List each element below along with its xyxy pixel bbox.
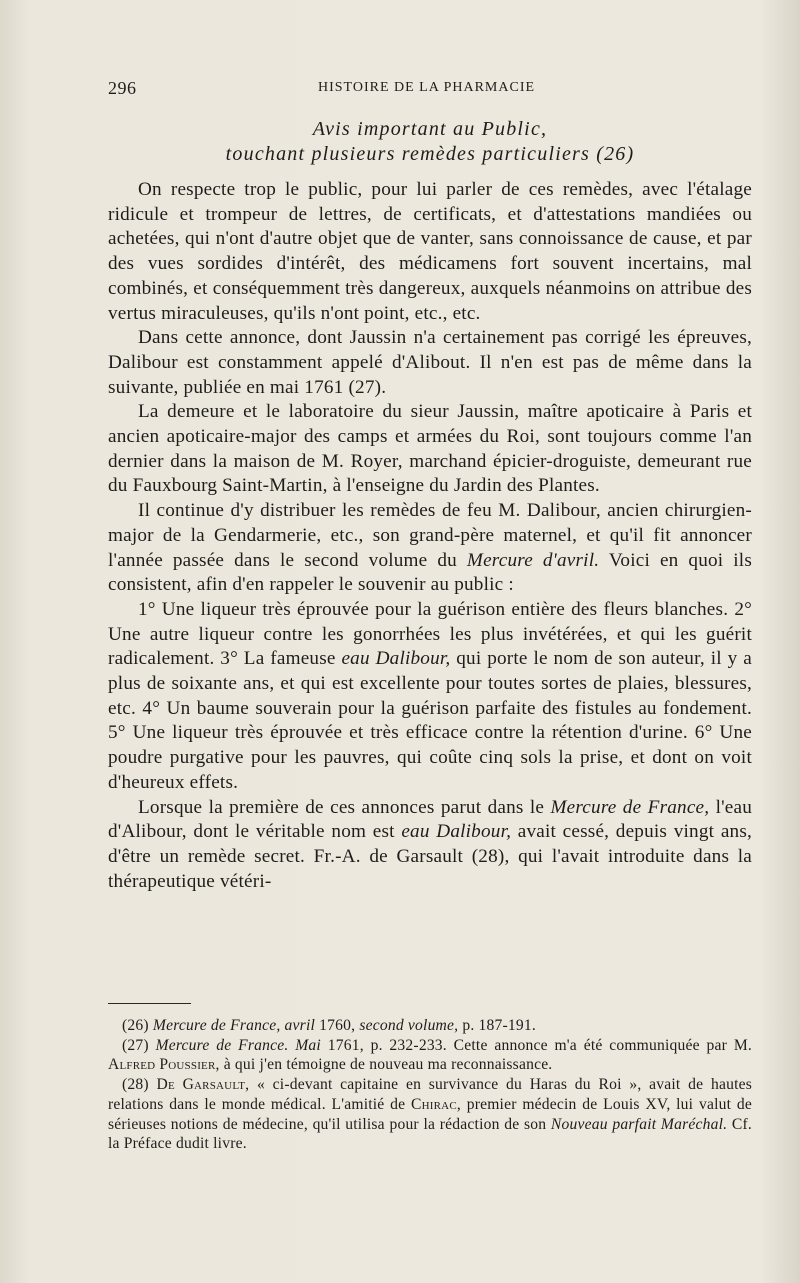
footnote-number: (28) — [122, 1076, 157, 1094]
text-run: 1761, p. 232-233. Cette annonce m'a été communiquée par M. — [320, 1036, 752, 1054]
text-run: 1760, — [315, 1017, 360, 1034]
italic-run: Nouveau parfait Maréchal. — [550, 1115, 728, 1133]
footnote-26 — [108, 1016, 752, 1036]
italic-run: eau Dalibour, — [401, 821, 512, 843]
italic-run: Mercure d'avril. — [466, 549, 600, 571]
text-run: , à qui j'en témoigne de nouveau ma reconnaissance. — [215, 1056, 553, 1074]
text-run: Lorsque la première de ces annonces parut dans le — [138, 796, 551, 818]
page-number: 296 — [108, 78, 137, 98]
italic-run: Mercure de France, — [550, 796, 710, 818]
text-run: 1° Une liqueur très éprouvée pour la guérison entière des fleurs blanches. 2° Une autre liqueur contre les gonorrhées les plus invétérées, et qui les guérit radicalement. 3° La fameuse — [108, 598, 752, 670]
paragraph: Dans cette annonce, dont Jaussin n'a certainement pas corrigé les épreuves, Dalibour est constamment appelé d'Alibout. Il n'en est pas de même dans la suivante, publiée en mai 1761 (27). — [108, 327, 752, 398]
text-run: , premier médecin de Louis XV, lui valut de sérieuses notions de médecine, qu'il utilisa pour la rédaction de son — [108, 1095, 752, 1133]
text-run: qui porte le nom de son auteur, il y a plus de soixante ans, et qui est excellente pour toutes sortes de plaies, blessures, etc. 4° Un baume souverain pour la guérison parfaite des fistules au fondement. 5° Une liqueur très éprouvée et très efficace contre la rétention d'urine. 6° Une poudre purgative pour les pauvres, qui coûte cinq sols la prise, et dont on voit d'heureux effets. — [108, 648, 752, 793]
italic-run: Mercure de France. Mai — [155, 1036, 321, 1054]
section-title-line-2: touchant plusieurs remèdes particuliers (26) — [225, 143, 635, 165]
small-caps-run: De Garsault — [156, 1076, 246, 1094]
paragraph — [108, 499, 752, 598]
paragraph: On respecte trop le public, pour lui parler de ces remèdes, avec l'étalage ridicule et trompeur de lettres, de certificats, et d'attestations mandiées ou achetées, qui n'ont d'autre objet que de vanter, sans connoissance de cause, et par des vues sordides d'intérêt, des médicamens fort souvent incertains, mal combinés, et conséquemment très dangereux, auxquels néanmoins on attribue des vertus miraculeuses, qu'ils n'ont point, etc., etc. — [108, 179, 752, 324]
italic-run: Mercure de France, avril — [152, 1017, 316, 1034]
footnote-number: (26) — [122, 1017, 153, 1034]
footnote-27 — [108, 1036, 752, 1075]
footnote-number: (27) — [122, 1036, 156, 1054]
italic-run: eau Dalibour, — [341, 648, 451, 670]
small-caps-run: Alfred Poussier — [108, 1056, 216, 1074]
paragraph: La demeure et le laboratoire du sieur Jaussin, maître apoticaire à Paris et ancien apoticaire-major des camps et armées du Roi, sont toujours comme l'an dernier dans la maison de M. Royer, marchand épicier-droguiste, demeurant rue du Fauxbourg Saint-Martin, à l'enseigne du Jardin des Plantes. — [108, 401, 752, 497]
section-title-line-1: Avis important au Public, — [312, 118, 548, 140]
page-header — [108, 78, 752, 102]
small-caps-run: Chirac — [411, 1095, 457, 1113]
text-run: Cf. la Préface dudit livre. — [108, 1115, 752, 1153]
italic-run: second volume, — [359, 1017, 459, 1034]
footnotes — [108, 1016, 752, 1154]
text-run: p. 187-191. — [458, 1017, 537, 1034]
text-run: avait cessé, depuis vingt ans, d'être un remède secret. Fr.-A. de Garsault (28), qui l'avait introduite dans la thérapeutique vétéri- — [108, 821, 752, 892]
text-run: l'eau d'Alibour, dont le véritable nom est — [108, 796, 752, 843]
footnote-28 — [108, 1075, 752, 1154]
text-run: Voici en quoi ils consistent, afin d'en rappeler le souvenir au public : — [108, 549, 752, 596]
paragraph — [108, 796, 752, 895]
running-title: HISTOIRE DE LA PHARMACIE — [318, 80, 536, 95]
footnote-divider — [108, 1003, 191, 1004]
text-run: Il continue d'y distribuer les remèdes de feu M. Dalibour, ancien chirurgien-major de la Gendarmerie, etc., son grand-père maternel, et qu'il fit annoncer l'année passée dans le second volume du — [108, 500, 752, 571]
text-run: , « ci-devant capitaine en survivance du Haras du Roi », avait de hautes relations dans le monde médical. L'amitié de — [108, 1076, 752, 1113]
body-text — [108, 178, 752, 894]
paragraph — [108, 598, 752, 796]
